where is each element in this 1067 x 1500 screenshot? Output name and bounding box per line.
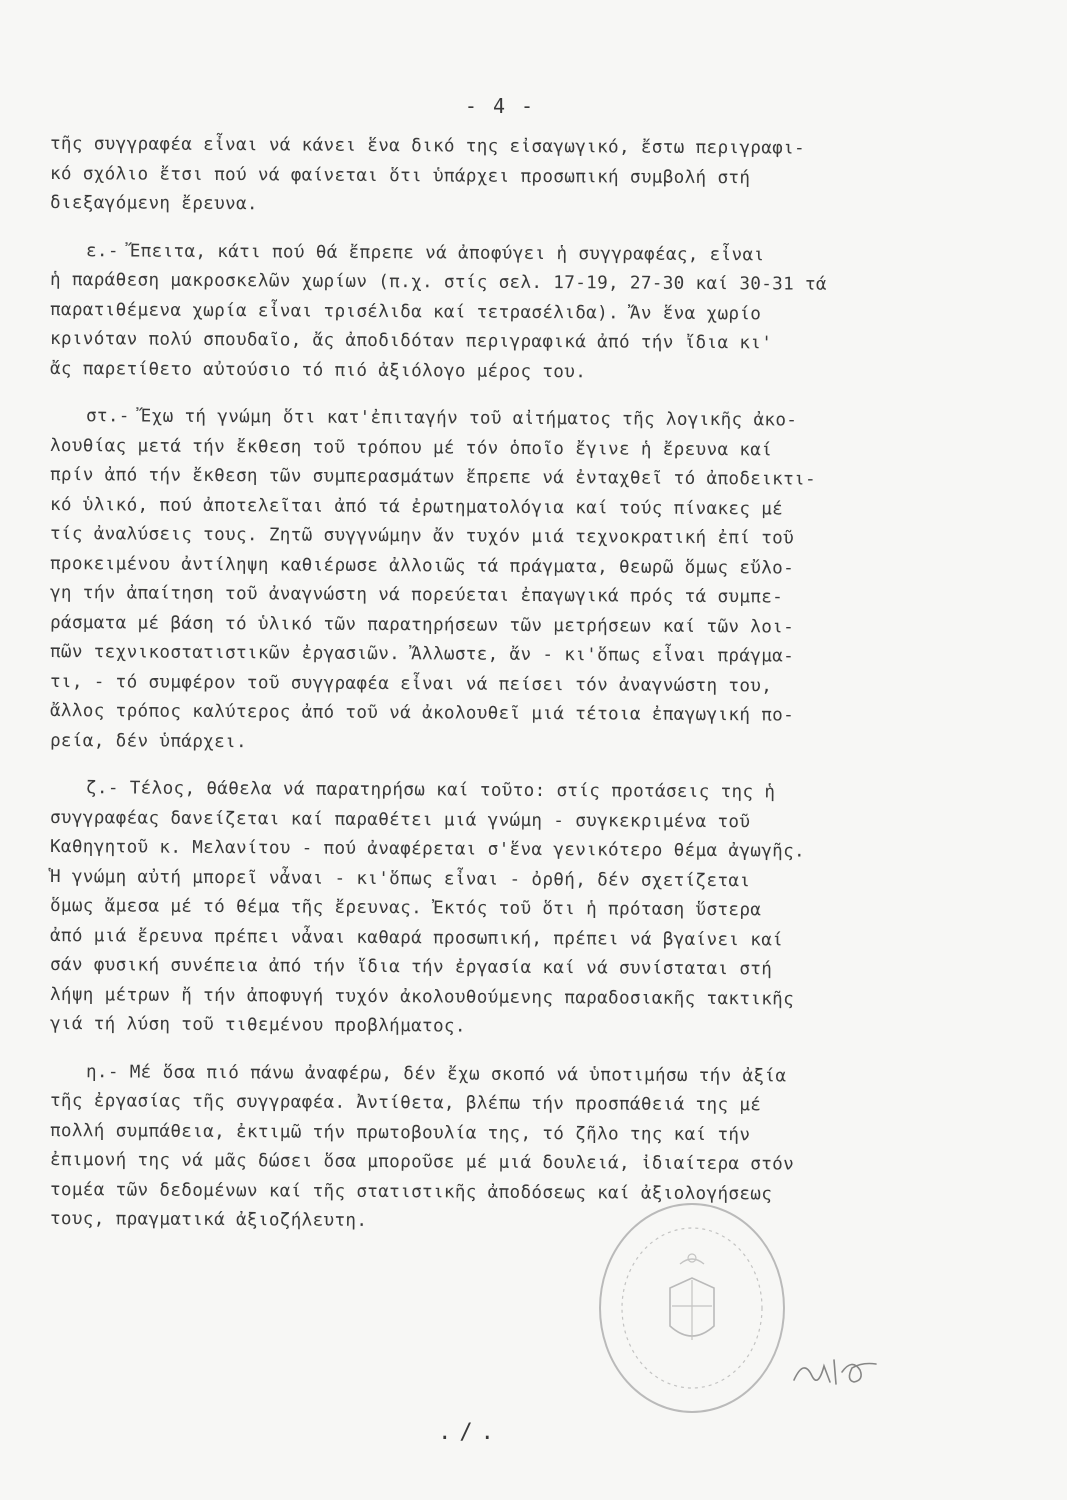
text-line: πρίν ἀπό τήν ἔκθεση τῶν συμπερασμάτων ἔπρεπε νά ἐνταχθεῖ τό ἀποδεικτι-	[49, 465, 817, 490]
text-line: τίς ἀναλύσεις τους. Ζητῶ συγγνώμην ἄν τυχόν μιά τεχνοκρατική ἐπί τοῦ	[49, 524, 795, 549]
text-line: Καθηγητοῦ κ. Μελανίτου - πού ἀναφέρεται σ'ἕνα γενικότερο θέμα ἀγωγῆς.	[49, 837, 806, 862]
text-line: λουθίας μετά τήν ἔκθεση τοῦ τρόπου μέ τόν ὁποῖο ἔγινε ἡ ἔρευνα καί	[49, 435, 773, 460]
text-line: λήψη μέτρων ἤ τήν ἀποφυγή τυχόν ἀκολουθούμενης παραδοσιακῆς τακτικῆς	[49, 984, 795, 1010]
text-line: κρινόταν πολύ σπουδαῖο, ἄς ἀποδιδόταν περιγραφικά ἀπό τήν ἴδια κι'	[49, 329, 773, 354]
text-line: ὅμως ἄμεσα μέ τό θέμα τῆς ἔρευνας. Ἐκτός τοῦ ὅτι ἡ πρόταση ὕστερα	[49, 896, 762, 921]
paragraph-z	[50, 774, 1040, 1040]
text-line: στ.- Ἔχω τή γνώμη ὅτι κατ'ἐπιταγήν τοῦ αἰτήματος τῆς λογικῆς ἀκο-	[85, 406, 798, 431]
text-line: ράσματα μέ βάση τό ὑλικό τῶν παρατηρήσεων τῶν μετρήσεων καί τῶν λοι-	[49, 612, 795, 638]
text-line: ἄς παρετίθετο αὐτούσιο τό πιό ἀξιόλογο μέρος του.	[49, 358, 587, 382]
text-line: πολλή συμπάθεια, ἐκτιμῶ τήν πρωτοβουλία της, τό ζῆλο της καί τήν	[49, 1120, 751, 1145]
text-line: ρεία, δέν ὑπάρχει.	[49, 730, 248, 752]
text-line: τι, - τό συμφέρον τοῦ συγγραφέα εἶναι νά πείσει τόν ἀναγνώστη του,	[49, 671, 773, 696]
text-line: ἡ παράθεση μακροσκελῶν χωρίων (π.χ. στίς σελ. 17-19, 27-30 καί 30-31 τά	[49, 270, 827, 295]
continuation-mark: ./.	[438, 1420, 502, 1445]
text-line: τῆς ἐργασίας τῆς συγγραφέα. Ἀντίθετα, βλέπω τήν προσπάθειά της μέ	[49, 1091, 762, 1116]
text-line: τομέα τῶν δεδομένων καί τῆς στατιστικῆς ἀποδόσεως καί ἀξιολογήσεως	[49, 1179, 773, 1204]
text-line: Ἡ γνώμη αὐτή μπορεῖ νἆναι - κι'ὅπως εἶναι - ὀρθή, δέν σχετίζεται	[49, 866, 751, 891]
text-line: ε.- Ἔπειτα, κάτι πού θά ἔπρεπε νά ἀποφύγει ἡ συγγραφέας, εἶναι	[85, 240, 765, 265]
text-line: ἄλλος τρόπος καλύτερος ἀπό τοῦ νά ἀκολουθεῖ μιά τέτοια ἐπαγωγική πο-	[49, 701, 795, 726]
paragraph-e	[50, 237, 1040, 385]
official-seal-stamp	[592, 1198, 792, 1418]
body-text	[50, 130, 1040, 1253]
text-line: κό ὑλικό, πού ἀποτελεῖται ἀπό τά ἐρωτηματολόγια καί τούς πίνακες μέ	[49, 494, 784, 519]
text-line: ἐπιμονή της νά μᾶς δώσει ὅσα μποροῦσε μέ μιά δουλειά, ἰδιαίτερα στόν	[49, 1150, 795, 1175]
text-line: ζ.- Τέλος, θάθελα νά παρατηρήσω καί τοῦτο: στίς προτάσεις της ἡ	[85, 778, 776, 803]
text-line: γιά τή λύση τοῦ τιθεμένου προβλήματος.	[49, 1014, 466, 1037]
text-line: τους, πραγματικά ἀξιοζήλευτη.	[49, 1209, 368, 1231]
text-line: πῶν τεχνικοστατιστικῶν ἐργασιῶν. Ἄλλωστε, ἄν - κι'ὅπως εἶναι πράγμα-	[49, 642, 795, 667]
paragraph-st	[50, 402, 1040, 756]
text-line: σάν φυσική συνέπεια ἀπό τήν ἴδια τήν ἐργασία καί νά συνίσταται στή	[49, 955, 773, 980]
text-line: προκειμένου ἀντίληψη καθιέρωσε ἀλλοιῶς τά πράγματα, θεωρῶ ὅμως εὔλο-	[49, 553, 795, 579]
paragraph-intro-continuation	[50, 130, 1040, 219]
text-line: γη τήν ἀπαίτηση τοῦ ἀναγνώστη νά πορεύεται ἐπαγωγικά πρός τά συμπε-	[49, 583, 784, 608]
text-line: κό σχόλιο ἔτσι πού νά φαίνεται ὅτι ὑπάρχει προσωπική συμβολή στή	[49, 163, 751, 188]
handwritten-signature	[790, 1350, 880, 1390]
text-line: διεξαγόμενη ἔρευνα.	[49, 193, 258, 215]
text-line: συγγραφέας δανείζεται καί παραθέτει μιά γνώμη - συγκεκριμένα τοῦ	[49, 807, 751, 832]
text-line: παρατιθέμενα χωρία εἶναι τρισέλιδα καί τετρασέλιδα). Ἄν ἕνα χωρίο	[49, 299, 762, 324]
text-line: τῆς συγγραφέα εἶναι νά κάνει ἕνα δικό της εἰσαγωγικό, ἔστω περιγραφι-	[49, 134, 806, 159]
paragraph-h	[50, 1058, 1040, 1235]
text-line: η.- Μέ ὅσα πιό πάνω ἀναφέρω, δέν ἔχω σκοπό νά ὑποτιμήσω τήν ἀξία	[85, 1061, 787, 1086]
page-number: - 4 -	[464, 94, 536, 118]
text-line: ἀπό μιά ἔρευνα πρέπει νἆναι καθαρά προσωπική, πρέπει νά βγαίνει καί	[49, 925, 784, 950]
